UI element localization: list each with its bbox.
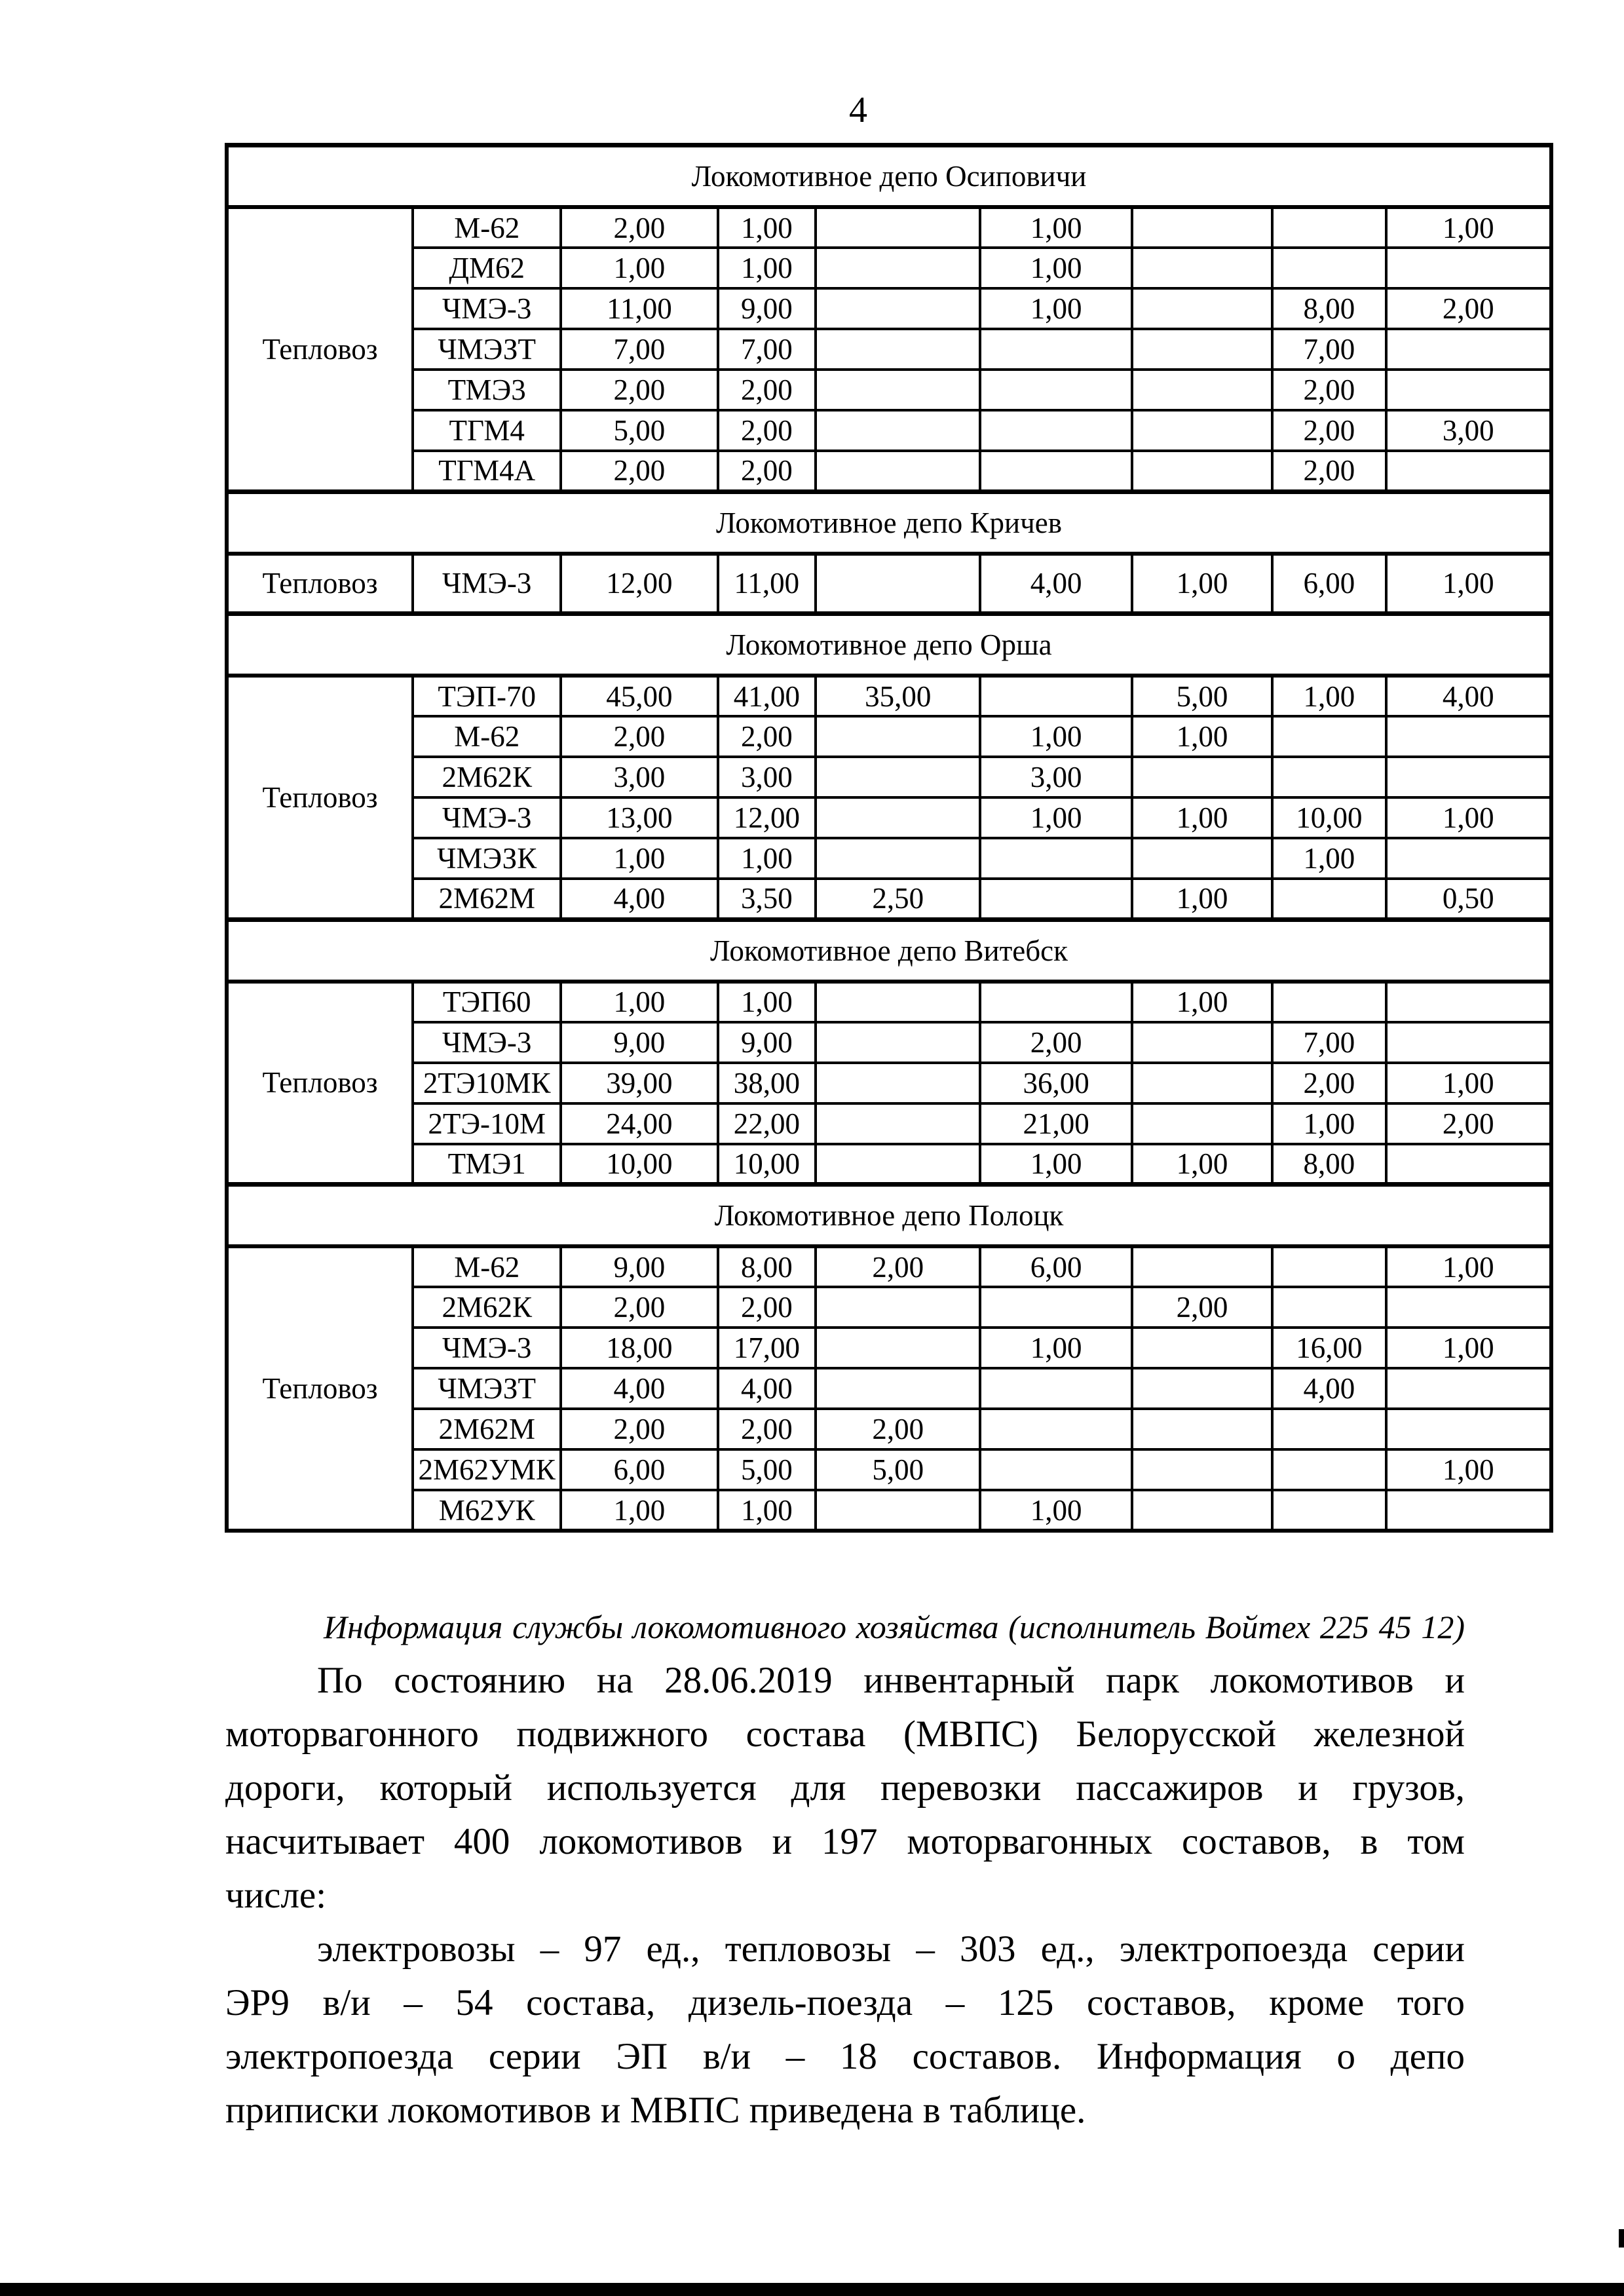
- value-cell: [1132, 451, 1272, 491]
- model-cell: ЧМЭ-3: [413, 288, 561, 329]
- value-cell: [1386, 1490, 1551, 1531]
- value-cell: 12,00: [561, 554, 717, 614]
- value-cell: 1,00: [561, 1490, 717, 1531]
- value-cell: 5,00: [718, 1449, 816, 1490]
- value-cell: 1,00: [1272, 1103, 1386, 1144]
- value-cell: 2,50: [816, 879, 980, 919]
- value-cell: 1,00: [1132, 554, 1272, 614]
- model-cell: 2ТЭ-10М: [413, 1103, 561, 1144]
- model-cell: ТМЭ1: [413, 1144, 561, 1185]
- section-header-row: [227, 1185, 1551, 1247]
- value-cell: 1,00: [1386, 1328, 1551, 1368]
- value-cell: [1132, 1103, 1272, 1144]
- value-cell: [1132, 1063, 1272, 1103]
- value-cell: 3,50: [718, 879, 816, 919]
- value-cell: 8,00: [718, 1246, 816, 1287]
- value-cell: 4,00: [1272, 1368, 1386, 1409]
- value-cell: [1132, 410, 1272, 451]
- value-cell: 18,00: [561, 1328, 717, 1368]
- value-cell: [980, 1368, 1131, 1409]
- model-cell: 2М62УМК: [413, 1449, 561, 1490]
- text-line: числе:: [225, 1875, 327, 1916]
- model-cell: М-62: [413, 716, 561, 757]
- value-cell: 1,00: [980, 1144, 1131, 1185]
- value-cell: [1132, 370, 1272, 410]
- value-cell: 38,00: [718, 1063, 816, 1103]
- value-cell: 1,00: [980, 288, 1131, 329]
- value-cell: 2,00: [561, 451, 717, 491]
- value-cell: 1,00: [980, 248, 1131, 288]
- value-cell: 1,00: [1132, 879, 1272, 919]
- value-cell: [1386, 370, 1551, 410]
- section-header: Локомотивное депо Осиповичи: [227, 145, 1551, 208]
- group-cell: Тепловоз: [227, 982, 413, 1185]
- value-cell: 10,00: [561, 1144, 717, 1185]
- value-cell: 45,00: [561, 676, 717, 716]
- value-cell: 1,00: [980, 797, 1131, 838]
- model-cell: ЧМЭ-3: [413, 797, 561, 838]
- value-cell: 2,00: [561, 716, 717, 757]
- model-cell: ЧМЭЗК: [413, 838, 561, 879]
- value-cell: [1132, 288, 1272, 329]
- value-cell: [1132, 838, 1272, 879]
- value-cell: 4,00: [980, 554, 1131, 614]
- table-row: [227, 1449, 1551, 1490]
- value-cell: 1,00: [718, 982, 816, 1022]
- value-cell: [816, 248, 980, 288]
- section-header-row: [227, 919, 1551, 982]
- value-cell: 1,00: [980, 207, 1131, 248]
- text-line: приписки локомотивов и МВПС приведена в таблице.: [225, 2090, 1086, 2131]
- value-cell: [980, 370, 1131, 410]
- value-cell: [816, 797, 980, 838]
- section-header-row: [227, 614, 1551, 676]
- table-row: [227, 982, 1551, 1022]
- model-cell: ЧМЭ-3: [413, 1022, 561, 1063]
- table-row: [227, 1409, 1551, 1449]
- value-cell: [1386, 982, 1551, 1022]
- value-cell: 2,00: [561, 370, 717, 410]
- value-cell: 3,00: [561, 757, 717, 797]
- value-cell: [1132, 1246, 1272, 1287]
- value-cell: 7,00: [1272, 1022, 1386, 1063]
- model-cell: ДМ62: [413, 248, 561, 288]
- value-cell: [1272, 1287, 1386, 1328]
- value-cell: [1386, 1409, 1551, 1449]
- value-cell: [1272, 1490, 1386, 1531]
- value-cell: [1386, 248, 1551, 288]
- value-cell: 3,00: [980, 757, 1131, 797]
- value-cell: [980, 879, 1131, 919]
- value-cell: [1386, 451, 1551, 491]
- table-row: [227, 676, 1551, 716]
- value-cell: 1,00: [1132, 982, 1272, 1022]
- depot-table: [225, 143, 1553, 1533]
- value-cell: 2,00: [561, 1409, 717, 1449]
- value-cell: 12,00: [718, 797, 816, 838]
- value-cell: 1,00: [1272, 676, 1386, 716]
- model-cell: 2ТЭ10МК: [413, 1063, 561, 1103]
- value-cell: [816, 982, 980, 1022]
- value-cell: 35,00: [816, 676, 980, 716]
- value-cell: 0,50: [1386, 879, 1551, 919]
- value-cell: 7,00: [718, 329, 816, 370]
- value-cell: 8,00: [1272, 288, 1386, 329]
- value-cell: [1132, 1328, 1272, 1368]
- depot-table-body: [227, 145, 1551, 1531]
- value-cell: [1386, 838, 1551, 879]
- value-cell: 2,00: [718, 410, 816, 451]
- scan-edge-artifact-right: [1619, 2229, 1624, 2248]
- value-cell: [1386, 329, 1551, 370]
- value-cell: 22,00: [718, 1103, 816, 1144]
- table-row: [227, 288, 1551, 329]
- value-cell: [816, 329, 980, 370]
- text-line: Информация службы локомотивного хозяйства (исполнитель Войтех 225 45 12): [324, 1609, 1465, 1645]
- value-cell: [1132, 1022, 1272, 1063]
- model-cell: ТЭП60: [413, 982, 561, 1022]
- value-cell: 5,00: [816, 1449, 980, 1490]
- value-cell: 6,00: [561, 1449, 717, 1490]
- value-cell: 2,00: [1272, 370, 1386, 410]
- value-cell: 24,00: [561, 1103, 717, 1144]
- model-cell: ЧМЭ-3: [413, 1328, 561, 1368]
- value-cell: 8,00: [1272, 1144, 1386, 1185]
- value-cell: 3,00: [1386, 410, 1551, 451]
- value-cell: 2,00: [561, 207, 717, 248]
- value-cell: 9,00: [561, 1022, 717, 1063]
- table-row: [227, 716, 1551, 757]
- value-cell: [980, 1409, 1131, 1449]
- value-cell: [1272, 207, 1386, 248]
- value-cell: 4,00: [1386, 676, 1551, 716]
- value-cell: 10,00: [1272, 797, 1386, 838]
- section-header: Локомотивное депо Витебск: [227, 919, 1551, 982]
- text-line: По состоянию на 28.06.2019 инвентарный парк локомотивов и: [317, 1660, 1465, 1701]
- value-cell: [1272, 1246, 1386, 1287]
- value-cell: 1,00: [1386, 207, 1551, 248]
- value-cell: [1132, 757, 1272, 797]
- model-cell: ТМЭ3: [413, 370, 561, 410]
- table-row: [227, 451, 1551, 491]
- value-cell: [980, 1449, 1131, 1490]
- model-cell: ТГМ4А: [413, 451, 561, 491]
- value-cell: 2,00: [718, 451, 816, 491]
- value-cell: 11,00: [718, 554, 816, 614]
- value-cell: [816, 370, 980, 410]
- value-cell: [816, 838, 980, 879]
- table-row: [227, 370, 1551, 410]
- group-cell: Тепловоз: [227, 207, 413, 491]
- text-line: дороги, который используется для перевозки пассажиров и грузов,: [225, 1767, 1465, 1808]
- value-cell: 1,00: [1386, 1246, 1551, 1287]
- value-cell: 1,00: [718, 207, 816, 248]
- value-cell: 2,00: [980, 1022, 1131, 1063]
- table-row: [227, 1022, 1551, 1063]
- value-cell: [1132, 1490, 1272, 1531]
- value-cell: 7,00: [1272, 329, 1386, 370]
- section-header-row: [227, 145, 1551, 208]
- value-cell: [1272, 982, 1386, 1022]
- value-cell: 2,00: [1386, 1103, 1551, 1144]
- model-cell: ЧМЭЗТ: [413, 1368, 561, 1409]
- value-cell: [980, 838, 1131, 879]
- table-row: [227, 410, 1551, 451]
- value-cell: [816, 410, 980, 451]
- value-cell: [980, 982, 1131, 1022]
- value-cell: [1386, 1144, 1551, 1185]
- value-cell: [816, 716, 980, 757]
- table-row: [227, 1063, 1551, 1103]
- value-cell: 2,00: [718, 716, 816, 757]
- value-cell: [1132, 329, 1272, 370]
- value-cell: 9,00: [561, 1246, 717, 1287]
- model-cell: ЧМЭ-3: [413, 554, 561, 614]
- value-cell: [1386, 1022, 1551, 1063]
- value-cell: [1386, 716, 1551, 757]
- scan-edge-artifact-bottom: [0, 2283, 1624, 2296]
- table-row: [227, 1287, 1551, 1328]
- value-cell: 16,00: [1272, 1328, 1386, 1368]
- value-cell: [1386, 757, 1551, 797]
- group-cell: Тепловоз: [227, 554, 413, 614]
- model-cell: М-62: [413, 1246, 561, 1287]
- table-row: [227, 1328, 1551, 1368]
- group-cell: Тепловоз: [227, 1246, 413, 1531]
- section-header: Локомотивное депо Полоцк: [227, 1185, 1551, 1247]
- section-header: Локомотивное депо Орша: [227, 614, 1551, 676]
- value-cell: 1,00: [1386, 554, 1551, 614]
- table-row: [227, 838, 1551, 879]
- value-cell: 21,00: [980, 1103, 1131, 1144]
- text-line: электровозы – 97 ед., тепловозы – 303 ед., электропоезда серии: [317, 1928, 1465, 1970]
- value-cell: 41,00: [718, 676, 816, 716]
- text-line: ЭР9 в/и – 54 состава, дизель-поезда – 125 составов, кроме того: [225, 1982, 1465, 2023]
- value-cell: [1386, 1368, 1551, 1409]
- value-cell: [1386, 1287, 1551, 1328]
- model-cell: ЧМЭЗТ: [413, 329, 561, 370]
- value-cell: [1132, 1449, 1272, 1490]
- value-cell: 1,00: [1132, 1144, 1272, 1185]
- value-cell: [816, 1144, 980, 1185]
- value-cell: 1,00: [1272, 838, 1386, 879]
- value-cell: [816, 1103, 980, 1144]
- value-cell: [1132, 1409, 1272, 1449]
- value-cell: 6,00: [1272, 554, 1386, 614]
- model-cell: ТГМ4: [413, 410, 561, 451]
- value-cell: [980, 1287, 1131, 1328]
- value-cell: 11,00: [561, 288, 717, 329]
- value-cell: 2,00: [1132, 1287, 1272, 1328]
- value-cell: [1272, 1449, 1386, 1490]
- model-cell: 2М62М: [413, 1409, 561, 1449]
- value-cell: 2,00: [718, 1287, 816, 1328]
- value-cell: 1,00: [1386, 797, 1551, 838]
- model-cell: 2М62М: [413, 879, 561, 919]
- value-cell: 36,00: [980, 1063, 1131, 1103]
- value-cell: 2,00: [816, 1409, 980, 1449]
- table-row: [227, 207, 1551, 248]
- value-cell: [1272, 716, 1386, 757]
- section-header-row: [227, 491, 1551, 554]
- value-cell: 9,00: [718, 288, 816, 329]
- value-cell: 2,00: [816, 1246, 980, 1287]
- table-row: [227, 1144, 1551, 1185]
- value-cell: [816, 554, 980, 614]
- model-cell: 2М62К: [413, 757, 561, 797]
- table-row: [227, 1368, 1551, 1409]
- value-cell: 1,00: [718, 838, 816, 879]
- value-cell: [816, 1287, 980, 1328]
- value-cell: 1,00: [980, 1490, 1131, 1531]
- model-cell: М62УК: [413, 1490, 561, 1531]
- value-cell: [1132, 207, 1272, 248]
- table-row: [227, 329, 1551, 370]
- value-cell: 1,00: [1386, 1063, 1551, 1103]
- value-cell: [816, 1368, 980, 1409]
- section-header: Локомотивное депо Кричев: [227, 491, 1551, 554]
- table-row: [227, 248, 1551, 288]
- value-cell: [1272, 248, 1386, 288]
- value-cell: 3,00: [718, 757, 816, 797]
- group-cell: Тепловоз: [227, 676, 413, 919]
- value-cell: 2,00: [1386, 288, 1551, 329]
- value-cell: 6,00: [980, 1246, 1131, 1287]
- value-cell: [816, 1328, 980, 1368]
- model-cell: М-62: [413, 207, 561, 248]
- table-row: [227, 554, 1551, 614]
- value-cell: [816, 288, 980, 329]
- value-cell: [980, 329, 1131, 370]
- value-cell: [1132, 248, 1272, 288]
- model-cell: 2М62К: [413, 1287, 561, 1328]
- value-cell: 1,00: [980, 1328, 1131, 1368]
- value-cell: 4,00: [718, 1368, 816, 1409]
- value-cell: 1,00: [980, 716, 1131, 757]
- value-cell: [1272, 757, 1386, 797]
- table-row: [227, 797, 1551, 838]
- value-cell: [816, 1022, 980, 1063]
- value-cell: [816, 451, 980, 491]
- value-cell: 2,00: [718, 370, 816, 410]
- value-cell: 2,00: [718, 1409, 816, 1449]
- value-cell: 17,00: [718, 1328, 816, 1368]
- text-line: насчитывает 400 локомотивов и 197 моторвагонных составов, в том: [225, 1821, 1465, 1862]
- model-cell: ТЭП-70: [413, 676, 561, 716]
- value-cell: 1,00: [718, 248, 816, 288]
- value-cell: [980, 410, 1131, 451]
- value-cell: 1,00: [561, 982, 717, 1022]
- value-cell: 1,00: [561, 838, 717, 879]
- value-cell: 39,00: [561, 1063, 717, 1103]
- value-cell: 1,00: [1132, 797, 1272, 838]
- value-cell: 1,00: [1386, 1449, 1551, 1490]
- value-cell: [1272, 1409, 1386, 1449]
- value-cell: [1132, 1368, 1272, 1409]
- value-cell: 7,00: [561, 329, 717, 370]
- value-cell: [980, 451, 1131, 491]
- value-cell: 1,00: [718, 1490, 816, 1531]
- value-cell: 5,00: [561, 410, 717, 451]
- table-row: [227, 1490, 1551, 1531]
- value-cell: 5,00: [1132, 676, 1272, 716]
- table-row: [227, 879, 1551, 919]
- value-cell: 10,00: [718, 1144, 816, 1185]
- value-cell: [816, 1063, 980, 1103]
- value-cell: 1,00: [1132, 716, 1272, 757]
- value-cell: 4,00: [561, 879, 717, 919]
- value-cell: [816, 1490, 980, 1531]
- value-cell: [816, 207, 980, 248]
- value-cell: [980, 676, 1131, 716]
- value-cell: 13,00: [561, 797, 717, 838]
- value-cell: [816, 757, 980, 797]
- value-cell: 1,00: [561, 248, 717, 288]
- text-line: моторвагонного подвижного состава (МВПС) Белорусской железной: [225, 1713, 1465, 1755]
- value-cell: 2,00: [1272, 410, 1386, 451]
- value-cell: 4,00: [561, 1368, 717, 1409]
- table-row: [227, 1246, 1551, 1287]
- table-row: [227, 757, 1551, 797]
- table-row: [227, 1103, 1551, 1144]
- value-cell: 2,00: [561, 1287, 717, 1328]
- text-line: электропоезда серии ЭП в/и – 18 составов. Информация о депо: [225, 2036, 1465, 2077]
- value-cell: 2,00: [1272, 451, 1386, 491]
- value-cell: 9,00: [718, 1022, 816, 1063]
- notes-text-block: [225, 1600, 1465, 2137]
- value-cell: 2,00: [1272, 1063, 1386, 1103]
- value-cell: [1272, 879, 1386, 919]
- page-number: 4: [849, 90, 867, 130]
